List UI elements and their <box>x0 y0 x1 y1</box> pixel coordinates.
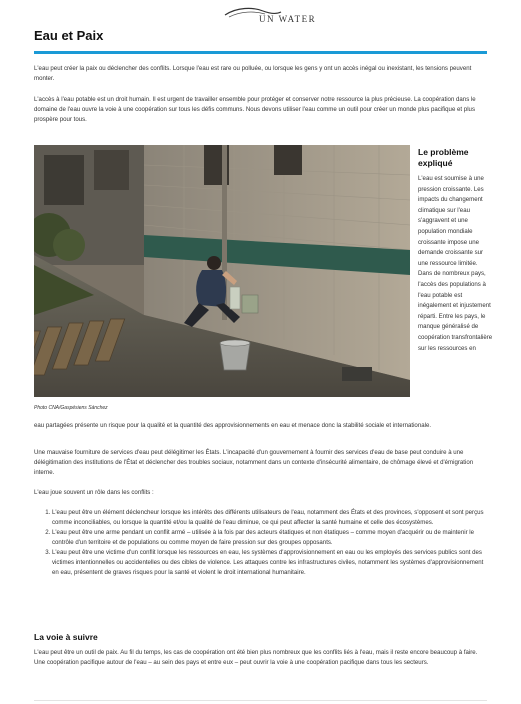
title-divider <box>34 51 487 54</box>
footer-divider <box>34 700 487 701</box>
governance-paragraph: Une mauvaise fourniture de services d'eau peut délégitimer les États. L'incapacité d'un gouvernement à fournir des services d'eau de base peut conduire à une délégitimation des institutions de l'État et déclencher des troubles sociaux, notamment dans un contexte d'insécurité alimentaire, de chômage élevé et d'émigration interne. <box>34 449 474 476</box>
un-water-logo <box>215 3 335 25</box>
sidebar-title: Le problème expliqué <box>418 147 469 168</box>
conflict-roles-list <box>52 508 488 578</box>
article-photo <box>34 145 410 397</box>
continuation-paragraph: eau partagées présente un risque pour la qualité et la quantité des approvisionnements en eau et menace donc la stabilité sociale et internationale. <box>34 422 432 429</box>
photo-credit: Photo CNA/Gaspésiens Sánchez <box>34 405 108 411</box>
list-item: 3. L'eau peut être une victime d'un conflit lorsque les ressources en eau, les systèmes d'approvisionnement en eau ou les employés des services publics sont des victimes intentionnelles ou accidentelles ou des cibles de violence. Les attaques contre les infrastructures civiles, notamment les systèmes d'approvisionnement en eau, présentent de graves risques pour la santé et violent le droit international humanitaire. <box>52 548 488 578</box>
roles-intro: L'eau joue souvent un rôle dans les conflits : <box>34 489 154 496</box>
intro-paragraph-1: L'eau peut créer la paix ou déclencher des conflits. Lorsque l'eau est rare ou polluée, ou lorsque les gens y ont un accès inégal ou inexistant, les tensions peuvent monter. <box>34 65 472 82</box>
list-item: 2. L'eau peut être une arme pendant un conflit armé – utilisée à la fois par des acteurs étatiques et non étatiques – comme moyen d'acquérir ou de maintenir le contrôle d'un territoire et de populations ou comme moyen de faire pression sur des groupes opposants. <box>52 528 488 548</box>
intro-paragraph-2: L'accès à l'eau potable est un droit humain. Il est urgent de travailler ensemble pour protéger et conserver notre ressource la plus précieuse. La coopération dans le domaine de l'eau ouvre la voie à une coopération sur tous les défis communs. Nous devons utiliser l'eau comme un outil pour créer un monde plus pacifique et plus prospère pour tous. <box>34 96 476 123</box>
page-title: Eau et Paix <box>34 28 104 43</box>
list-item: 1. L'eau peut être un élément déclencheur lorsque les intérêts des différents utilisateurs de l'eau, notamment des États et des provinces, s'opposent et sont perçus comme inconciliables, ou lorsque la quantité et/ou la qualité de l'eau diminue, ce qui peut affecter la santé humaine et celle des écosystèmes. <box>52 508 488 528</box>
way-forward-paragraph: L'eau peut être un outil de paix. Au fil du temps, les cas de coopération ont été bien plus nombreux que les conflits liés à l'eau, mais il reste encore beaucoup à faire. Une coopération pacifique autour de l'eau – au sein des pays et entre eux – peut ouvrir la voie à une coopération pacifique dans tous les secteurs. <box>34 649 478 666</box>
sidebar-text: L'eau est soumise à une pression croissante. Les impacts du changement climatique sur l'eau s'aggravent et une population mondiale croissante impose une demande croissante sur une ressource limitée. Dans de nombreux pays, l'accès des populations à l'eau potable est inégalement et injustement réparti. Entre les pays, le manque généralisé de coopération transfrontalière sur les ressources en <box>418 175 493 352</box>
section-title-way-forward: La voie à suivre <box>34 632 98 642</box>
logo-text: UN WATER <box>259 14 317 24</box>
